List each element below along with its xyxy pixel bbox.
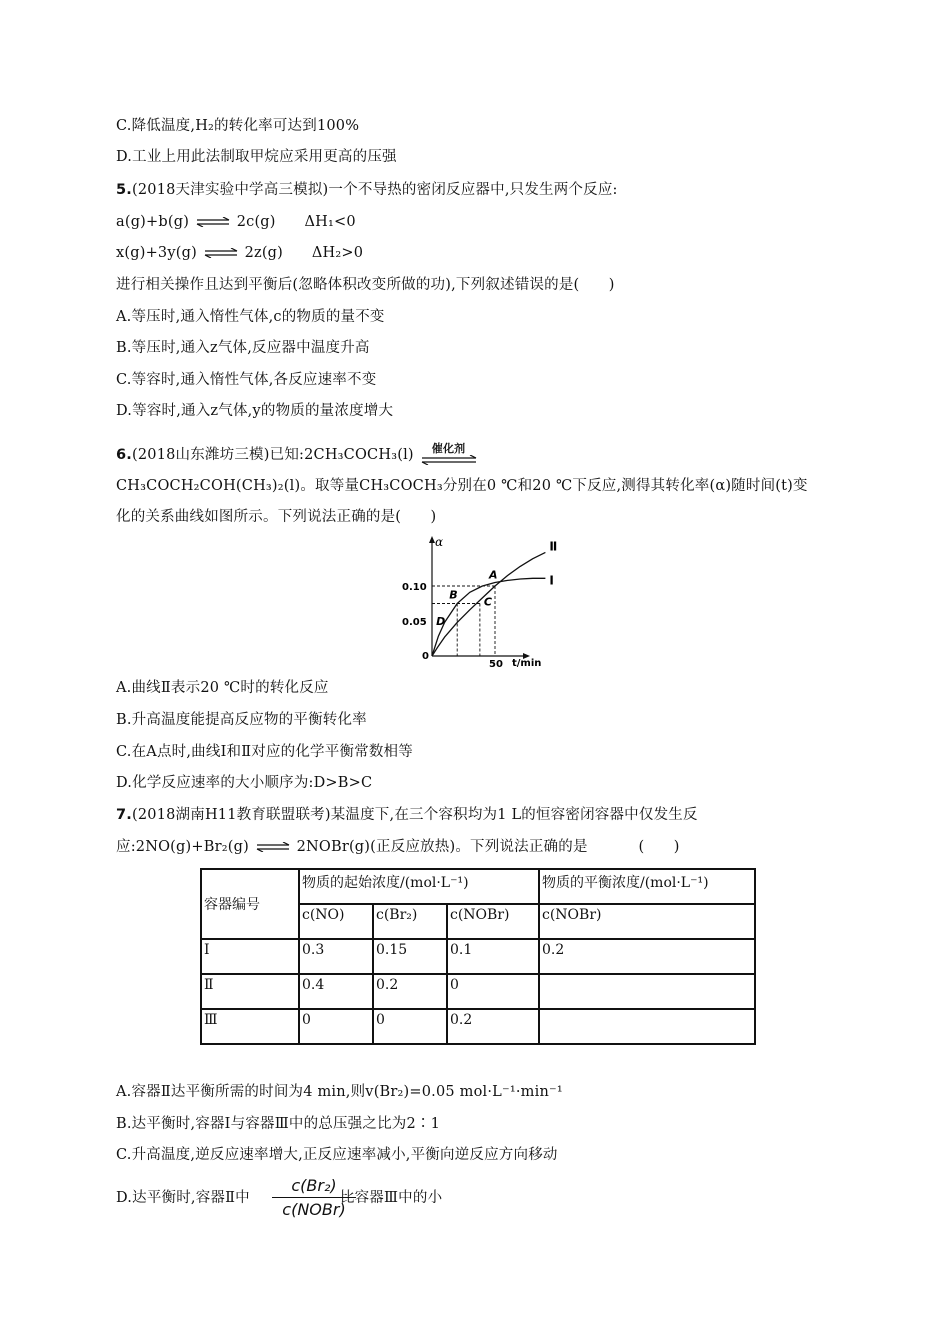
point-label-c: C: [483, 595, 492, 609]
subheader-c-br2: c(Br₂): [373, 904, 447, 939]
q7-number: 7.: [116, 807, 132, 823]
q5-stem: [116, 180, 618, 200]
q4-option-d: D.工业上用此法制取甲烷应采用更高的压强: [116, 149, 397, 165]
table-cell: 0.2: [447, 1009, 539, 1044]
q5-stem-text: (2018天津实验中学高三模拟)一个不导热的密闭反应器中,只发生两个反应:: [132, 182, 618, 198]
equilibrium-arrow-icon: [204, 248, 238, 258]
table-cell: Ⅱ: [201, 974, 299, 1009]
point-label-a: A: [489, 568, 498, 582]
q7-option-c: C.升高温度,逆反应速率增大,正反应速率减小,平衡向逆反应方向移动: [116, 1147, 558, 1163]
table-cell: 0.15: [373, 939, 447, 974]
x-axis-label: t/min: [512, 658, 542, 669]
q7-stem-text: (2018湖南H11教育联盟联考)某温度下,在三个容积均为1 L的恒容密闭容器中仅发生反: [132, 807, 698, 823]
q7-stem: [116, 805, 698, 825]
q7-option-b: B.达平衡时,容器Ⅰ与容器Ⅲ中的总压强之比为2∶1: [116, 1116, 441, 1132]
catalyst-arrow: [421, 443, 477, 467]
conversion-time-graph: [400, 532, 560, 672]
y-tick-label: 0.05: [402, 617, 427, 628]
table-row: [201, 1009, 755, 1044]
series-label: Ⅱ: [549, 539, 558, 554]
header-equilibrium: 物质的平衡浓度/(mol·L⁻¹): [539, 869, 755, 904]
subheader-c-nobr: c(NOBr): [447, 904, 539, 939]
table-cell: 0: [373, 1009, 447, 1044]
origin-label: 0: [422, 651, 429, 662]
q6-stem-text: (2018山东潍坊三模)已知:2CH₃COCH₃(l): [132, 447, 414, 463]
q5-option-d: D.等容时,通入z气体,y的物质的量浓度增大: [116, 403, 394, 419]
q6-option-b: B.升高温度能提高反应物的平衡转化率: [116, 712, 367, 728]
q7-option-d-left: D.达平衡时,容器Ⅱ中: [116, 1190, 250, 1206]
fraction-denominator: c(NOBr): [282, 1200, 346, 1219]
y-axis-label: α: [435, 535, 444, 549]
table-cell: Ⅰ: [201, 939, 299, 974]
q5-stem-2: 进行相关操作且达到平衡后(忽略体积改变所做的功),下列叙述错误的是( ): [116, 277, 615, 293]
table-cell: Ⅲ: [201, 1009, 299, 1044]
q6-option-c: C.在A点时,曲线Ⅰ和Ⅱ对应的化学平衡常数相等: [116, 744, 413, 760]
header-container: 容器编号: [201, 869, 299, 939]
q7-option-d-right: 比容器Ⅲ中的小: [339, 1190, 443, 1206]
q5-option-a: A.等压时,通入惰性气体,c的物质的量不变: [116, 309, 385, 325]
table-cell: 0.2: [373, 974, 447, 1009]
equilibrium-arrow-icon: [421, 455, 477, 465]
r1-right: 2c(g): [236, 214, 276, 230]
q5-reaction-1: [116, 212, 356, 232]
r1-enthalpy: ΔH₁<0: [304, 214, 356, 230]
x-tick-label: 50: [489, 659, 503, 670]
series-label: Ⅰ: [549, 573, 554, 588]
point-label-b: B: [449, 588, 458, 602]
fraction-numerator: c(Br₂): [272, 1176, 356, 1198]
table-cell: 0.3: [299, 939, 373, 974]
header-initial: 物质的起始浓度/(mol·L⁻¹): [299, 869, 539, 904]
q7-answer-paren: ( ): [638, 839, 680, 855]
catalyst-label: 催化剂: [431, 442, 466, 455]
q7-reaction-left: 应:2NO(g)+Br₂(g): [116, 839, 249, 855]
equilibrium-arrow-icon: [256, 842, 290, 852]
q6-stem-2: CH₃COCH₂COH(CH₃)₂(l)。取等量CH₃COCH₃分别在0 ℃和20 ℃下反应,测得其转化率(α)随时间(t)变: [116, 478, 808, 494]
q5-option-b: B.等压时,通入z气体,反应器中温度升高: [116, 340, 370, 356]
y-tick-label: 0.10: [402, 582, 427, 593]
table-row: [201, 974, 755, 1009]
q7-option-a: A.容器Ⅱ达平衡所需的时间为4 min,则v(Br₂)=0.05 mol·L⁻¹·min⁻¹: [116, 1084, 563, 1100]
q5-number: 5.: [116, 182, 132, 198]
equilibrium-arrow-icon: [196, 217, 230, 227]
q5-option-c: C.等容时,通入惰性气体,各反应速率不变: [116, 372, 377, 388]
subheader-c-no: c(NO): [299, 904, 373, 939]
table-cell: [539, 974, 755, 1009]
q6-option-d: D.化学反应速率的大小顺序为:D>B>C: [116, 775, 373, 791]
q5-reaction-2: [116, 243, 363, 263]
point-label-d: D: [436, 615, 446, 628]
table-cell: 0.2: [539, 939, 755, 974]
subheader-c-nobr-eq: c(NOBr): [539, 904, 755, 939]
r2-enthalpy: ΔH₂>0: [311, 245, 364, 261]
table-row: [201, 939, 755, 974]
q6-number: 6.: [116, 447, 132, 463]
q7-stem-2: [116, 837, 680, 857]
r2-right: 2z(g): [244, 245, 284, 261]
q4-option-c: C.降低温度,H₂的转化率可达到100%: [116, 118, 360, 134]
q7-reaction-right: 2NOBr(g)(正反应放热)。下列说法正确的是: [296, 839, 588, 855]
table-cell: 0: [299, 1009, 373, 1044]
r1-left: a(g)+b(g): [116, 214, 190, 230]
q6-stem: [116, 443, 477, 467]
table-cell: 0.4: [299, 974, 373, 1009]
q6-stem-3: 化的关系曲线如图所示。下列说法正确的是( ): [116, 509, 437, 525]
q6-option-a: A.曲线Ⅱ表示20 ℃时的转化反应: [116, 680, 329, 696]
r2-left: x(g)+3y(g): [116, 245, 197, 261]
concentration-ratio-fraction: [272, 1176, 356, 1219]
table-cell: 0.1: [447, 939, 539, 974]
concentration-table: [200, 868, 756, 1045]
table-cell: 0: [447, 974, 539, 1009]
table-cell: [539, 1009, 755, 1044]
